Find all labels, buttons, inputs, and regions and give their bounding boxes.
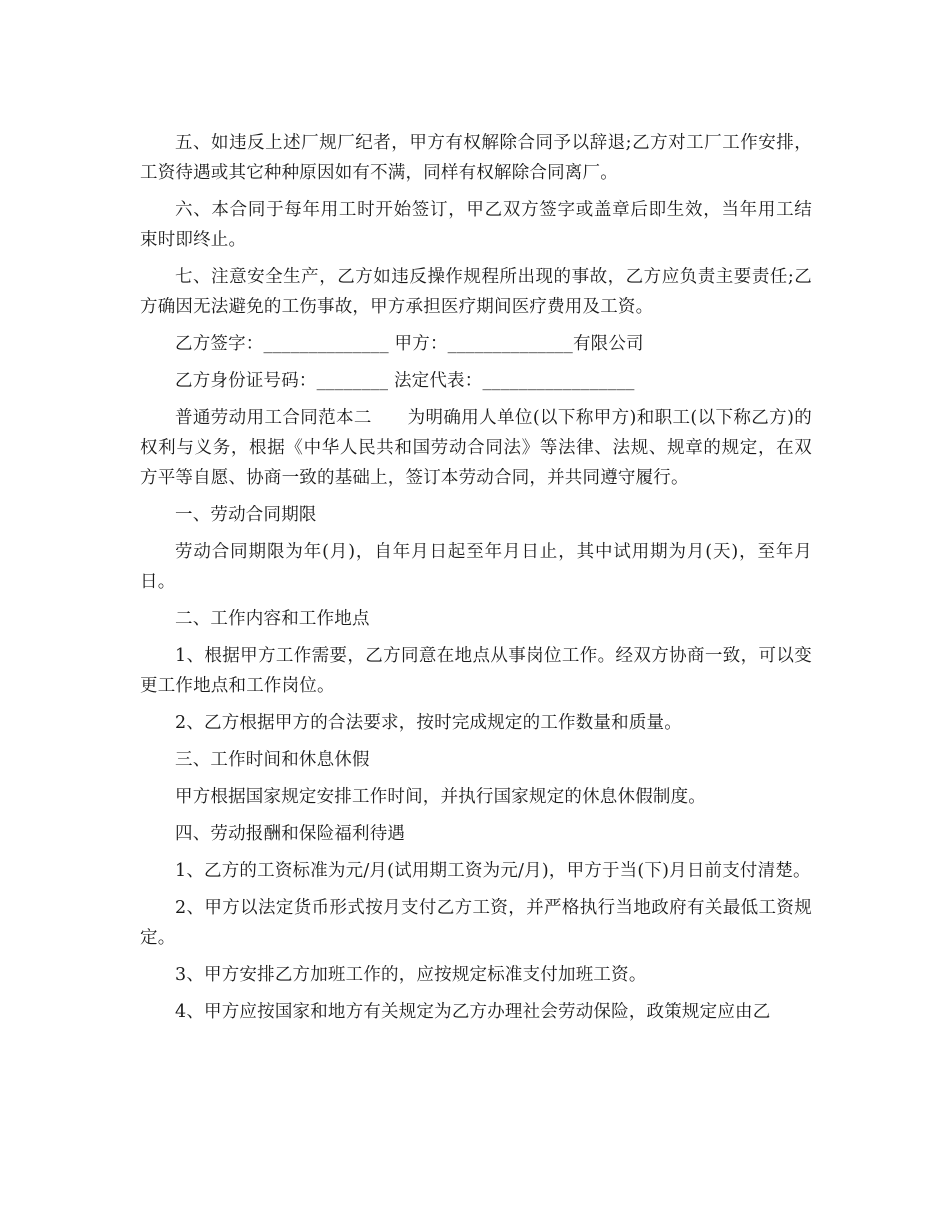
paragraph-work-content-2: 2、乙方根据甲方的合法要求，按时完成规定的工作数量和质量。: [175, 713, 682, 733]
document-body: [140, 128, 812, 1034]
paragraph-work-time: 甲方根据国家规定安排工作时间，并执行国家规定的休息休假制度。: [175, 787, 706, 807]
section-heading-pay-benefits: 四、劳动报酬和保险福利待遇: [175, 824, 406, 844]
paragraph-template-two-intro: 普通劳动用工合同范本二 为明确用人单位(以下称甲方)和职工(以下称乙方)的权利与义务，根据《中华人民共和国劳动合同法》等法律、法规、规章的规定，在双方平等自愿、协商一致的基础上，签订本劳动合同，并共同遵守履行。: [140, 408, 812, 488]
paragraph-clause-6: 六、本合同于每年用工时开始签订，甲乙双方签字或盖章后即生效，当年用工结束时即终止。: [140, 200, 812, 250]
paragraph-pay-4: 4、甲方应按国家和地方有关规定为乙方办理社会劳动保险，政策规定应由乙: [175, 1002, 771, 1022]
paragraph-pay-1: 1、乙方的工资标准为元/月(试用期工资为元/月)，甲方于当(下)月日前支付清楚。: [175, 861, 811, 881]
paragraph-pay-2: 2、甲方以法定货币形式按月支付乙方工资，并严格执行当地政府有关最低工资规定。: [140, 898, 812, 948]
paragraph-clause-7: 七、注意安全生产，乙方如违反操作规程所出现的事故，乙方应负责主要责任;乙方确因无法避免的工伤事故，甲方承担医疗期间医疗费用及工资。: [140, 267, 812, 317]
paragraph-term: 劳动合同期限为年(月)，自年月日起至年月日止，其中试用期为月(天)，至年月日。: [140, 542, 812, 592]
section-heading-term: 一、劳动合同期限: [175, 505, 317, 525]
signature-line-party-b: 乙方签字：______________ 甲方：______________有限公司: [175, 334, 644, 354]
paragraph-clause-5: 五、如违反上述厂规厂纪者，甲方有权解除合同予以辞退;乙方对工厂工作安排，工资待遇或其它种种原因如有不满，同样有权解除合同离厂。: [140, 133, 812, 183]
paragraph-work-content-1: 1、根据甲方工作需要，乙方同意在地点从事岗位工作。经双方协商一致，可以变更工作地点和工作岗位。: [140, 646, 812, 696]
paragraph-pay-3: 3、甲方安排乙方加班工作的，应按规定标准支付加班工资。: [175, 965, 647, 985]
section-heading-work-time: 三、工作时间和休息休假: [175, 750, 370, 770]
section-heading-work-content: 二、工作内容和工作地点: [175, 609, 370, 629]
id-number-line: 乙方身份证号码：________ 法定代表：_________________: [175, 371, 635, 391]
